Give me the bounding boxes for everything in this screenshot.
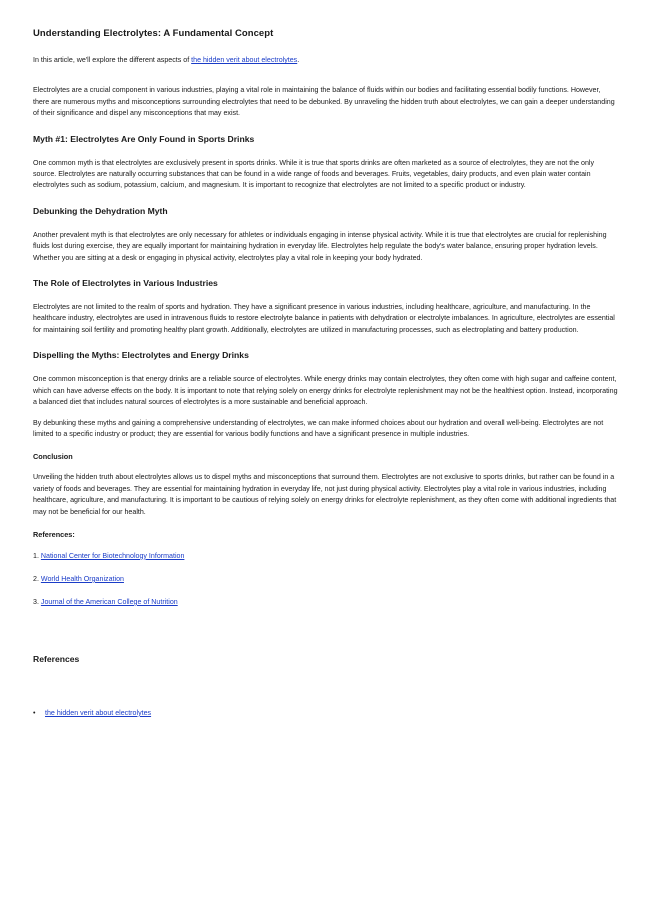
heading-dehydration: Debunking the Dehydration Myth — [33, 205, 168, 216]
intro-link[interactable]: the hidden verit about electrolytes — [191, 56, 298, 64]
paragraph-dehydration: Another prevalent myth is that electrolytes are only necessary for athletes or individuals engaging in intense physical activity. While it is true that electrolytes are crucial for replenishing fluids lost during exercise, they are equally important for maintaining hydration in everyday life. Electrolytes help regulate the body's water balance, ensuring proper hydration levels. Whether you are sitting at a desk or engaging in physical activity, electrolytes play a vital role in keeping your body hydrated. — [33, 230, 607, 262]
paragraph-myth-1: One common myth is that electrolytes are exclusively present in sports drinks. While it is true that sports drinks are often marketed as a source of electrolytes, they are not the only source. Electrolytes are naturally occurring substances that can be found in a wide range of foods and beverages. Fruits, vegetables, dairy products, and even plain water contain electrolytes such as sodium, potassium, calcium, and magnesium. It is important to recognize that electrolytes are not limited to a specific product or industry. — [33, 158, 595, 190]
paragraph-conclusion: Unveiling the hidden truth about electrolytes allows us to dispel myths and misconceptions that surround them. Electrolytes are not exclusive to sports drinks, but rather can be found in a variety of foods and beverages. They are essential for maintaining hydration in everyday life, not just during physical activity. Electrolytes play a vital role in various industries, including healthcare, agriculture, and manufacturing. It is important to be cautious of relying solely on energy drinks for electrolyte replenishment, as they often come with additional ingredients that may not be beneficial for our health. — [33, 473, 617, 516]
reference-item — [33, 597, 618, 608]
reference-item — [33, 551, 618, 562]
footer-link[interactable]: the hidden verit about electrolytes — [45, 708, 152, 717]
footer-references-heading: References — [33, 653, 80, 664]
heading-references-list: References: — [33, 529, 75, 539]
intro-paragraph — [33, 55, 618, 66]
heading-industries: The Role of Electrolytes in Various Industries — [33, 278, 218, 289]
reference-link-jacn[interactable]: Journal of the American College of Nutrition — [40, 597, 178, 606]
reference-number: 2. — [33, 574, 41, 583]
list-item — [33, 708, 618, 719]
paragraph-industries: Electrolytes are not limited to the realm of sports and hydration. They have a significant presence in various industries, including healthcare, agriculture, and manufacturing. In the healthcare industry, electrolytes are used in intravenous fluids to restore electrolyte balance in patients with dehydration or electrolyte imbalances. In agriculture, electrolytes are essential for maintaining soil fertility and promoting healthy plant growth. Additionally, electrolytes are utilized in manufacturing processes, such as electroplating and battery production. — [33, 303, 615, 334]
heading-energy-drinks: Dispelling the Myths: Electrolytes and Energy Drinks — [33, 350, 249, 361]
reference-number: 1. — [33, 551, 41, 560]
heading-conclusion: Conclusion — [33, 452, 73, 462]
intro-text-after: . — [297, 56, 300, 64]
paragraph-energy-drinks: One common misconception is that energy drinks are a reliable source of electrolytes. While energy drinks may contain electrolytes, they often come with high sugar and caffeine content, which can have adverse effects on the body. It is important to note that relying solely on energy drinks for electrolyte replenishment may not be the healthiest option. Instead, incorporating a balanced diet that includes natural sources of electrolytes is a more sustainable and beneficial approach. — [33, 375, 618, 407]
reference-item — [33, 574, 618, 585]
document-page — [33, 28, 618, 719]
paragraph-debunking: By debunking these myths and gaining a comprehensive understanding of electrolytes, we can make informed choices about our hydration and overall well-being. Electrolytes are not limited to a specific industry or product; they are essential for various bodily functions and have a significant presence in multiple industries. — [33, 418, 604, 438]
heading-myth-1: Myth #1: Electrolytes Are Only Found in Sports Drinks — [33, 133, 255, 144]
reference-link-who[interactable]: World Health Organization — [40, 574, 124, 583]
references-list — [33, 551, 618, 608]
reference-link-ncbi[interactable]: National Center for Biotechnology Information — [40, 551, 185, 560]
footer-link-list — [33, 708, 618, 719]
reference-number: 3. — [33, 597, 41, 606]
page-title: Understanding Electrolytes: A Fundamental Concept — [33, 28, 274, 39]
bullet-icon: • — [33, 708, 36, 717]
intro-text-before: In this article, we'll explore the different aspects of — [33, 56, 192, 64]
paragraph-overview: Electrolytes are a crucial component in various industries, playing a vital role in maintaining the balance of fluids within our bodies and facilitating essential bodily functions. However, there are numerous myths and misconceptions surrounding electrolytes that need to be debunked. By unraveling the hidden truth about electrolytes, we can gain a deeper understanding of their significance and dispel any misconceptions that may exist. — [33, 86, 615, 118]
